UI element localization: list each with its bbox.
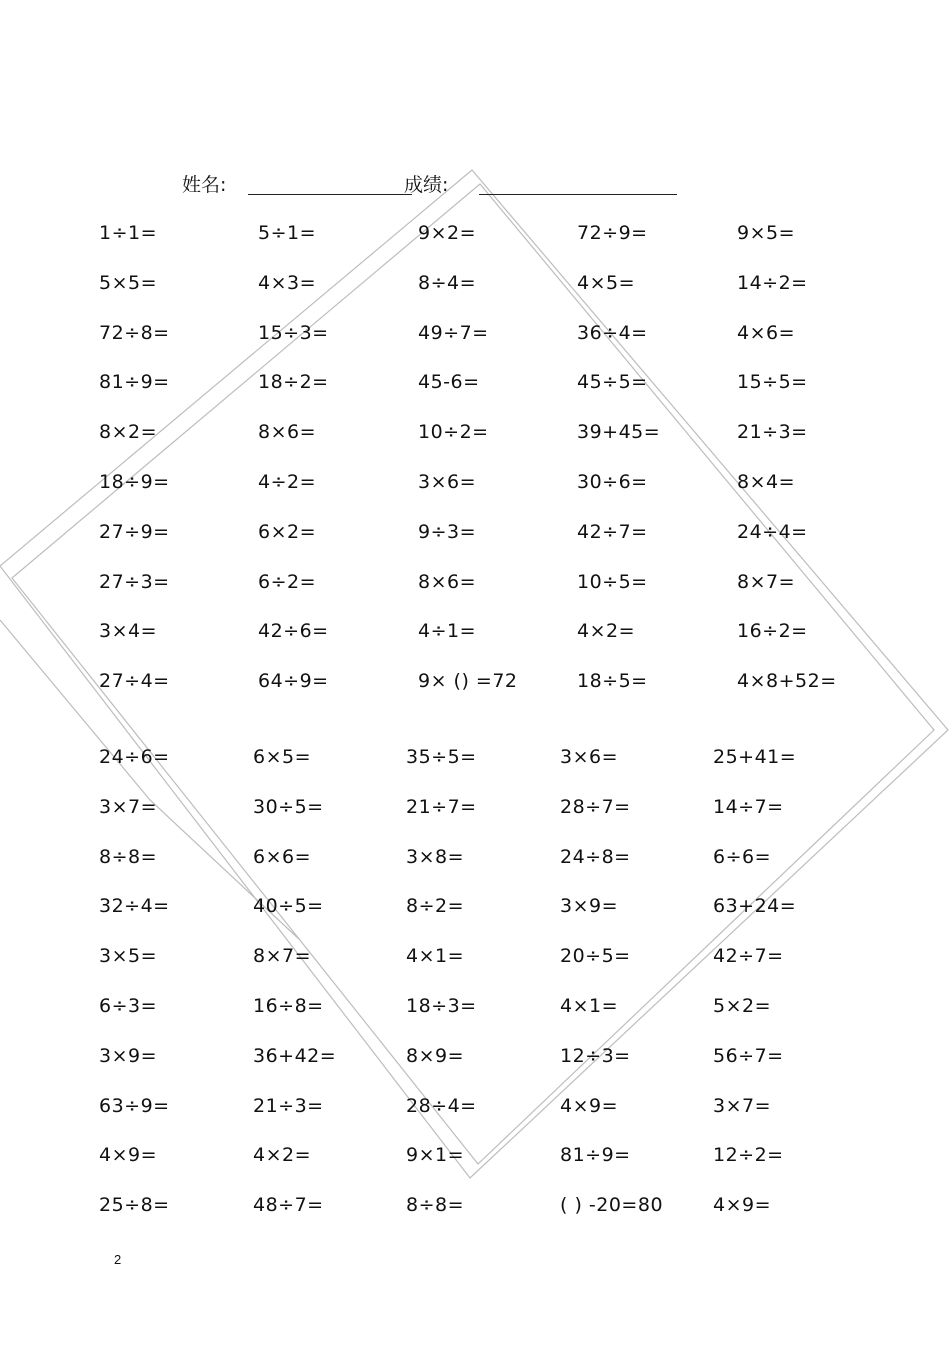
math-problem: 21÷7=: [406, 796, 477, 818]
math-problem: 3×5=: [99, 945, 158, 967]
math-problem: 27÷4=: [99, 670, 170, 692]
math-problem: 4÷2=: [258, 471, 317, 493]
math-problem: 3×9=: [560, 895, 619, 917]
math-problem: 3×7=: [713, 1095, 772, 1117]
math-problem: 81÷9=: [560, 1144, 631, 1166]
math-problem: 18÷3=: [406, 995, 477, 1017]
math-problem: 18÷9=: [99, 471, 170, 493]
math-problem: 6×5=: [253, 746, 312, 768]
math-problem: 10÷5=: [577, 571, 648, 593]
math-problem: 32÷4=: [99, 895, 170, 917]
math-problem: 4×8+52=: [737, 670, 837, 692]
math-problem: 4×1=: [560, 995, 619, 1017]
math-problem: 36+42=: [253, 1045, 337, 1067]
math-problem: 8÷4=: [418, 272, 477, 294]
math-problem: 72÷8=: [99, 322, 170, 344]
math-problem: 4×6=: [737, 322, 796, 344]
math-problem: 42÷7=: [713, 945, 784, 967]
math-problem: 15÷5=: [737, 371, 808, 393]
math-problem: 3×4=: [99, 620, 158, 642]
math-problem: 81÷9=: [99, 371, 170, 393]
math-problem: 9× () =72: [418, 670, 518, 692]
math-problem: 24÷4=: [737, 521, 808, 543]
math-problem: 3×6=: [560, 746, 619, 768]
math-problem: 27÷3=: [99, 571, 170, 593]
math-problem: 14÷2=: [737, 272, 808, 294]
math-problem: 4×9=: [560, 1095, 619, 1117]
math-problem: 35÷5=: [406, 746, 477, 768]
math-problem: 40÷5=: [253, 895, 324, 917]
math-problem: 20÷5=: [560, 945, 631, 967]
math-problem: 3×9=: [99, 1045, 158, 1067]
math-problem: 8×6=: [418, 571, 477, 593]
math-problem: 8÷2=: [406, 895, 465, 917]
name-label: 姓名:: [182, 174, 227, 196]
math-problem: 4×3=: [258, 272, 317, 294]
math-problem: 9×1=: [406, 1144, 465, 1166]
math-problem: 4×2=: [253, 1144, 312, 1166]
math-problem: 30÷5=: [253, 796, 324, 818]
math-problem: 6÷3=: [99, 995, 158, 1017]
math-problem: 49÷7=: [418, 322, 489, 344]
math-problem: 9×2=: [418, 222, 477, 244]
math-problem: 9×5=: [737, 222, 796, 244]
math-problem: 12÷3=: [560, 1045, 631, 1067]
math-problem: 16÷8=: [253, 995, 324, 1017]
math-problem: 8×2=: [99, 421, 158, 443]
math-problem: 8×7=: [737, 571, 796, 593]
math-problem: 45÷5=: [577, 371, 648, 393]
math-problem: ( ) -20=80: [560, 1194, 664, 1216]
math-problem: 21÷3=: [253, 1095, 324, 1117]
math-problem: 8÷8=: [406, 1194, 465, 1216]
math-problem: 63÷9=: [99, 1095, 170, 1117]
math-problem: 24÷6=: [99, 746, 170, 768]
score-label: 成绩:: [404, 174, 449, 196]
math-problem: 63+24=: [713, 895, 797, 917]
math-problem: 8×7=: [253, 945, 312, 967]
score-blank-line: [479, 194, 677, 195]
math-problem: 4×9=: [99, 1144, 158, 1166]
math-problem: 4×1=: [406, 945, 465, 967]
math-problem: 3×8=: [406, 846, 465, 868]
math-problem: 8÷8=: [99, 846, 158, 868]
math-problem: 36÷4=: [577, 322, 648, 344]
math-problem: 5×5=: [99, 272, 158, 294]
name-blank-line: [248, 194, 412, 195]
math-problem: 30÷6=: [577, 471, 648, 493]
math-problem: 5÷1=: [258, 222, 317, 244]
math-problem: 6×2=: [258, 521, 317, 543]
math-problem: 12÷2=: [713, 1144, 784, 1166]
math-problem: 21÷3=: [737, 421, 808, 443]
math-problem: 6×6=: [253, 846, 312, 868]
math-problem: 3×6=: [418, 471, 477, 493]
math-problem: 4×5=: [577, 272, 636, 294]
student-info-header: [0, 168, 950, 200]
math-problem: 24÷8=: [560, 846, 631, 868]
math-problem: 27÷9=: [99, 521, 170, 543]
math-problem: 4÷1=: [418, 620, 477, 642]
math-problem: 45-6=: [418, 371, 480, 393]
math-problem: 8×6=: [258, 421, 317, 443]
math-problem: 16÷2=: [737, 620, 808, 642]
math-problem: 25÷8=: [99, 1194, 170, 1216]
math-problem: 6÷2=: [258, 571, 317, 593]
math-problem: 10÷2=: [418, 421, 489, 443]
math-problem: 56÷7=: [713, 1045, 784, 1067]
math-problem: 28÷4=: [406, 1095, 477, 1117]
page-number: 2: [114, 1252, 122, 1267]
math-problem: 72÷9=: [577, 222, 648, 244]
math-problem: 6÷6=: [713, 846, 772, 868]
math-problem: 39+45=: [577, 421, 661, 443]
math-problem: 9÷3=: [418, 521, 477, 543]
math-problem: 64÷9=: [258, 670, 329, 692]
math-problem: 18÷2=: [258, 371, 329, 393]
math-problem: 5×2=: [713, 995, 772, 1017]
math-problem: 8×4=: [737, 471, 796, 493]
math-problem: 8×9=: [406, 1045, 465, 1067]
math-problem: 42÷6=: [258, 620, 329, 642]
math-problem: 48÷7=: [253, 1194, 324, 1216]
math-problem: 14÷7=: [713, 796, 784, 818]
math-problem: 42÷7=: [577, 521, 648, 543]
math-problem: 1÷1=: [99, 222, 158, 244]
math-problem: 4×2=: [577, 620, 636, 642]
math-problem: 4×9=: [713, 1194, 772, 1216]
math-problem: 18÷5=: [577, 670, 648, 692]
math-problem: 3×7=: [99, 796, 158, 818]
math-problem: 15÷3=: [258, 322, 329, 344]
math-problem: 28÷7=: [560, 796, 631, 818]
math-problem: 25+41=: [713, 746, 797, 768]
